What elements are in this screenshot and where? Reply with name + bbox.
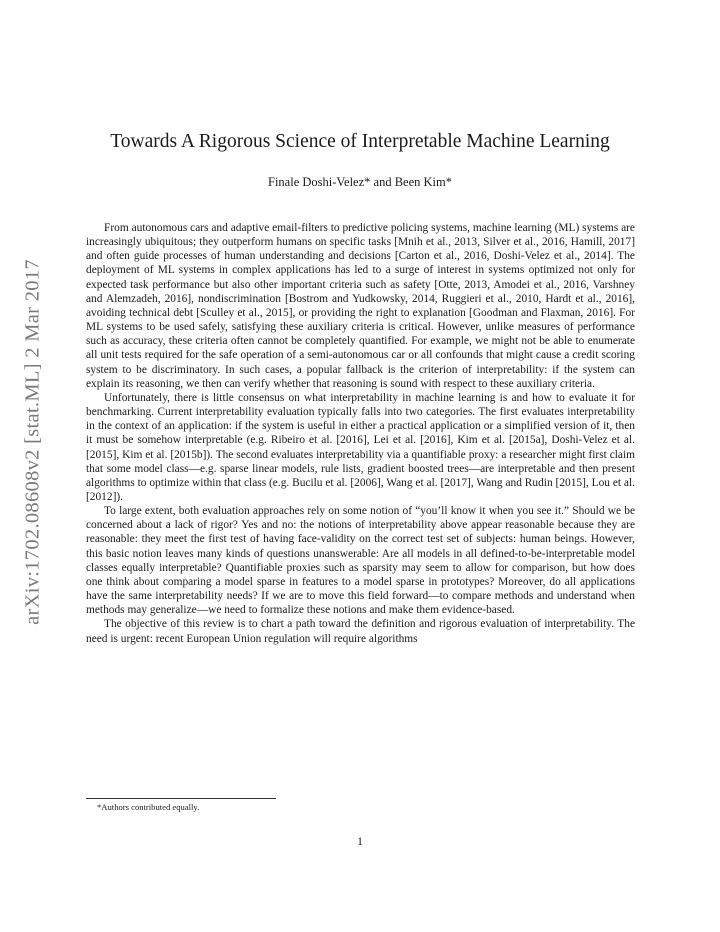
paragraph-1: From autonomous cars and adaptive email-filters to predictive policing systems, machine learning (ML) systems are increasingly ubiquitous; they outperform humans on specific tasks [Mnih et al., 2013, Silver et al., 2016, Hamill, 2017] and often guide processes of human understanding and decisions [Carton et al., 2016, Doshi-Velez et al., 2014]. The deployment of ML systems in complex applications has led to a surge of interest in systems optimized not only for expected task performance but also other important criteria such as safety [Otte, 2013, Amodei et al., 2016, Varshney and Alemzadeh, 2016], nondiscrimination [Bostrom and Yudkowsky, 2014, Ruggieri et al., 2010, Hardt et al., 2016], avoiding technical debt [Sculley et al., 2015], or providing the right to explanation [Goodman and Flaxman, 2016]. For ML systems to be used safely, satisfying these auxiliary criteria is critical. However, unlike measures of performance such as accuracy, these criteria often cannot be completely quantified. For example, we might not be able to enumerate all unit tests required for the safe operation of a semi-autonomous car or all confounds that might cause a credit scoring system to be discriminatory. In such cases, a popular fallback is the criterion of interpretability: if the system can explain its reasoning, we then can verify whether that reasoning is sound with respect to these auxiliary criteria.: [86, 222, 635, 390]
abstract-body: [86, 221, 635, 646]
paragraph-4: The objective of this review is to chart a path toward the definition and rigorous evaluation of interpretability. The need is urgent: recent European Union regulation will require algorithms: [86, 618, 635, 645]
footnote-rule: [86, 798, 276, 799]
page-number: 1: [357, 836, 363, 848]
arxiv-side-stamp: [22, 243, 44, 641]
paper-title: Towards A Rigorous Science of Interpretable Machine Learning: [110, 131, 610, 152]
paragraph-3: To large extent, both evaluation approaches rely on some notion of “you’ll know it when you see it.” Should we be concerned about a lack of rigor? Yes and no: the notions of interpretability above appear reasonable because they are reasonable: they meet the first test of having face-validity on the correct test set of subjects: human beings. However, this basic notion leaves many kinds of questions unanswerable: Are all models in all defined-to-be-interpretable model classes equally interpretable? Quantifiable proxies such as sparsity may seem to allow for comparison, but how does one think about comparing a model sparse in features to a model sparse in prototypes? Moreover, do all applications have the same interpretability needs? If we are to move this field forward—to compare methods and understand when methods may generalize—we need to formalize these notions and make them evidence-based.: [86, 505, 635, 617]
paper-authors: Finale Doshi-Velez* and Been Kim*: [268, 175, 452, 189]
arxiv-stamp-text: arXiv:1702.08608v2 [stat.ML] 2 Mar 2017: [22, 259, 44, 625]
paragraph-2: Unfortunately, there is little consensus on what interpretability in machine learning is and how to evaluate it for benchmarking. Current interpretability evaluation typically falls into two categories. The first evaluates interpretability in the context of an application: if the system is useful in either a practical application or a simplified version of it, then it must be somehow interpretable (e.g. Ribeiro et al. [2016], Lei et al. [2016], Kim et al. [2015a], Doshi-Velez et al. [2015], Kim et al. [2015b]). The second evaluates interpretability via a quantifiable proxy: a researcher might first claim that some model class—e.g. sparse linear models, rule lists, gradient boosted trees—are interpretable and then present algorithms to optimize within that class (e.g. Bucilu et al. [2006], Wang et al. [2017], Wang and Rudin [2015], Lou et al. [2012]).: [86, 391, 635, 503]
footnote: *Authors contributed equally.: [97, 802, 200, 812]
